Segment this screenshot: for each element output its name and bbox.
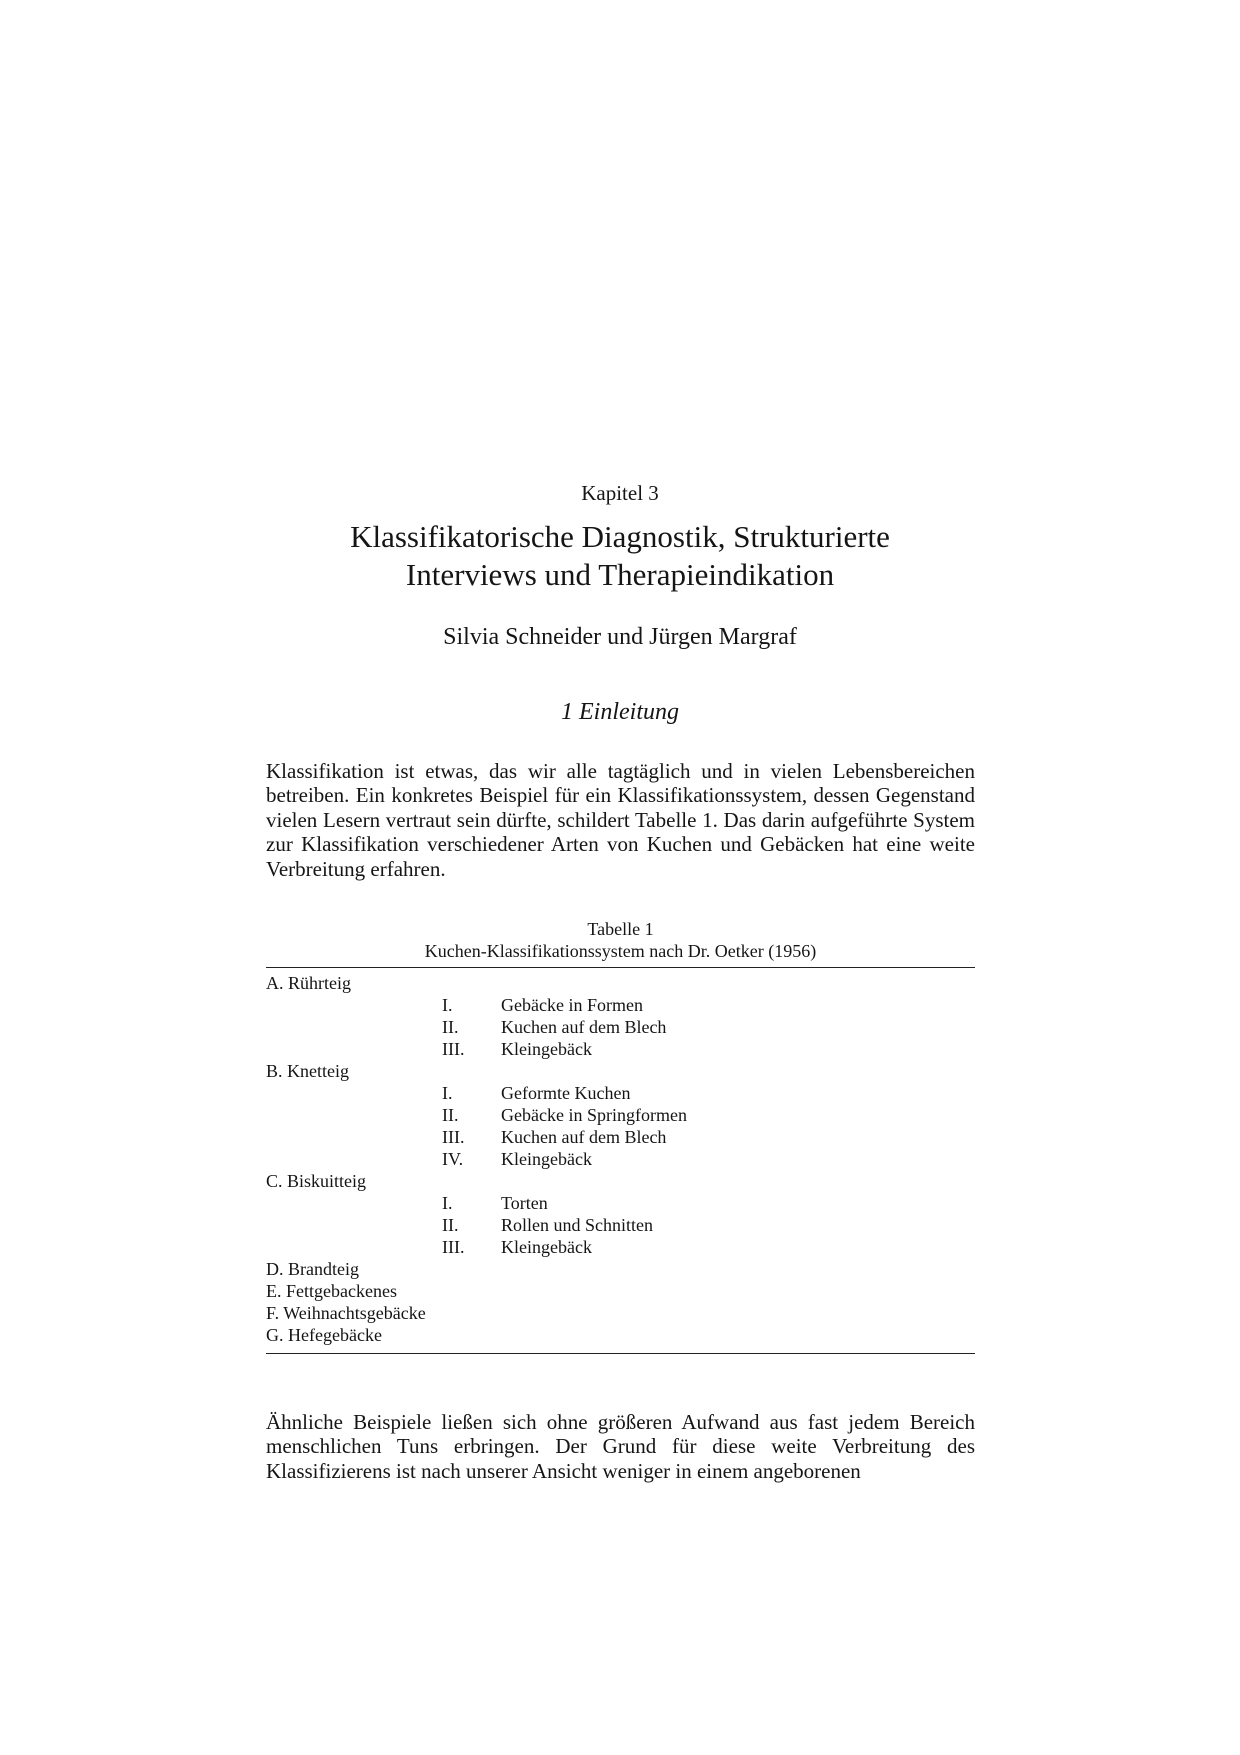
chapter-title	[0, 518, 1240, 594]
authors: Silvia Schneider und Jürgen Margraf	[443, 624, 797, 650]
table-label: Tabelle 1	[587, 919, 654, 939]
row-category: G. Hefegebäcke	[266, 1325, 382, 1345]
row-number: I.	[442, 995, 453, 1015]
table-row	[266, 1082, 975, 1104]
table-row	[266, 1192, 975, 1214]
table-row	[266, 1258, 975, 1280]
row-item: Kleingebäck	[501, 1237, 592, 1257]
table-top-rule	[266, 967, 975, 968]
row-number: III.	[442, 1127, 465, 1147]
row-item: Kuchen auf dem Blech	[501, 1127, 667, 1147]
row-category: C. Biskuitteig	[266, 1171, 367, 1191]
table-row	[266, 1302, 975, 1324]
table-row	[266, 1170, 975, 1192]
row-item: Torten	[501, 1193, 548, 1213]
row-number: I.	[442, 1193, 453, 1213]
table-bottom-rule	[266, 1353, 975, 1354]
row-item: Gebäcke in Springformen	[501, 1105, 687, 1125]
row-number: II.	[442, 1215, 459, 1235]
row-number: II.	[442, 1017, 459, 1037]
table-row	[266, 1126, 975, 1148]
chapter-title-line: Interviews und Therapieindikation	[405, 557, 835, 592]
body-paragraph: Ähnliche Beispiele ließen sich ohne größeren Aufwand aus fast jedem Bereich menschlichen Tuns erbringen. Der Grund für diese weite Verbreitung des Klassifizierens ist nach unserer Ansicht weniger in einem angeborenen	[266, 1410, 975, 1483]
row-category: D. Brandteig	[266, 1259, 359, 1279]
chapter-title-line: Klassifikatorische Diagnostik, Strukturierte	[350, 519, 890, 554]
row-item: Geformte Kuchen	[501, 1083, 631, 1103]
row-number: IV.	[442, 1149, 464, 1169]
table-row	[266, 1214, 975, 1236]
row-item: Kleingebäck	[501, 1039, 592, 1059]
row-number: III.	[442, 1237, 465, 1257]
table-row	[266, 1148, 975, 1170]
row-item: Rollen und Schnitten	[501, 1215, 653, 1235]
row-category: E. Fettgebackenes	[266, 1281, 397, 1301]
chapter-label: Kapitel 3	[581, 481, 659, 505]
table-row	[266, 1236, 975, 1258]
row-category: F. Weihnachtsgebäcke	[266, 1303, 426, 1323]
row-item: Kuchen auf dem Blech	[501, 1017, 667, 1037]
table-row	[266, 1060, 975, 1082]
table-row	[266, 994, 975, 1016]
row-item: Kleingebäck	[501, 1149, 592, 1169]
row-number: II.	[442, 1105, 459, 1125]
classification-table	[266, 972, 975, 1346]
section-heading: 1 Einleitung	[561, 699, 679, 725]
body-paragraph: Klassifikation ist etwas, das wir alle tagtäglich und in vielen Lebensbereichen betreiben. Ein konkretes Beispiel für ein Klassifikationssystem, dessen Gegenstand vielen Lesern vertraut sein dürfte, schildert Tabelle 1. Das darin aufgeführte System zur Klassifikation verschiedener Arten von Kuchen und Gebäcken hat eine weite Verbreitung erfahren.	[266, 759, 975, 881]
table-row	[266, 1280, 975, 1302]
table-row	[266, 1038, 975, 1060]
table-row	[266, 1324, 975, 1346]
row-number: III.	[442, 1039, 465, 1059]
row-category: A. Rührteig	[266, 973, 351, 993]
row-category: B. Knetteig	[266, 1061, 349, 1081]
table-row	[266, 1016, 975, 1038]
table-caption: Kuchen-Klassifikationssystem nach Dr. Oetker (1956)	[424, 941, 817, 961]
row-number: I.	[442, 1083, 453, 1103]
table-row	[266, 1104, 975, 1126]
row-item: Gebäcke in Formen	[501, 995, 643, 1015]
table-row	[266, 972, 975, 994]
